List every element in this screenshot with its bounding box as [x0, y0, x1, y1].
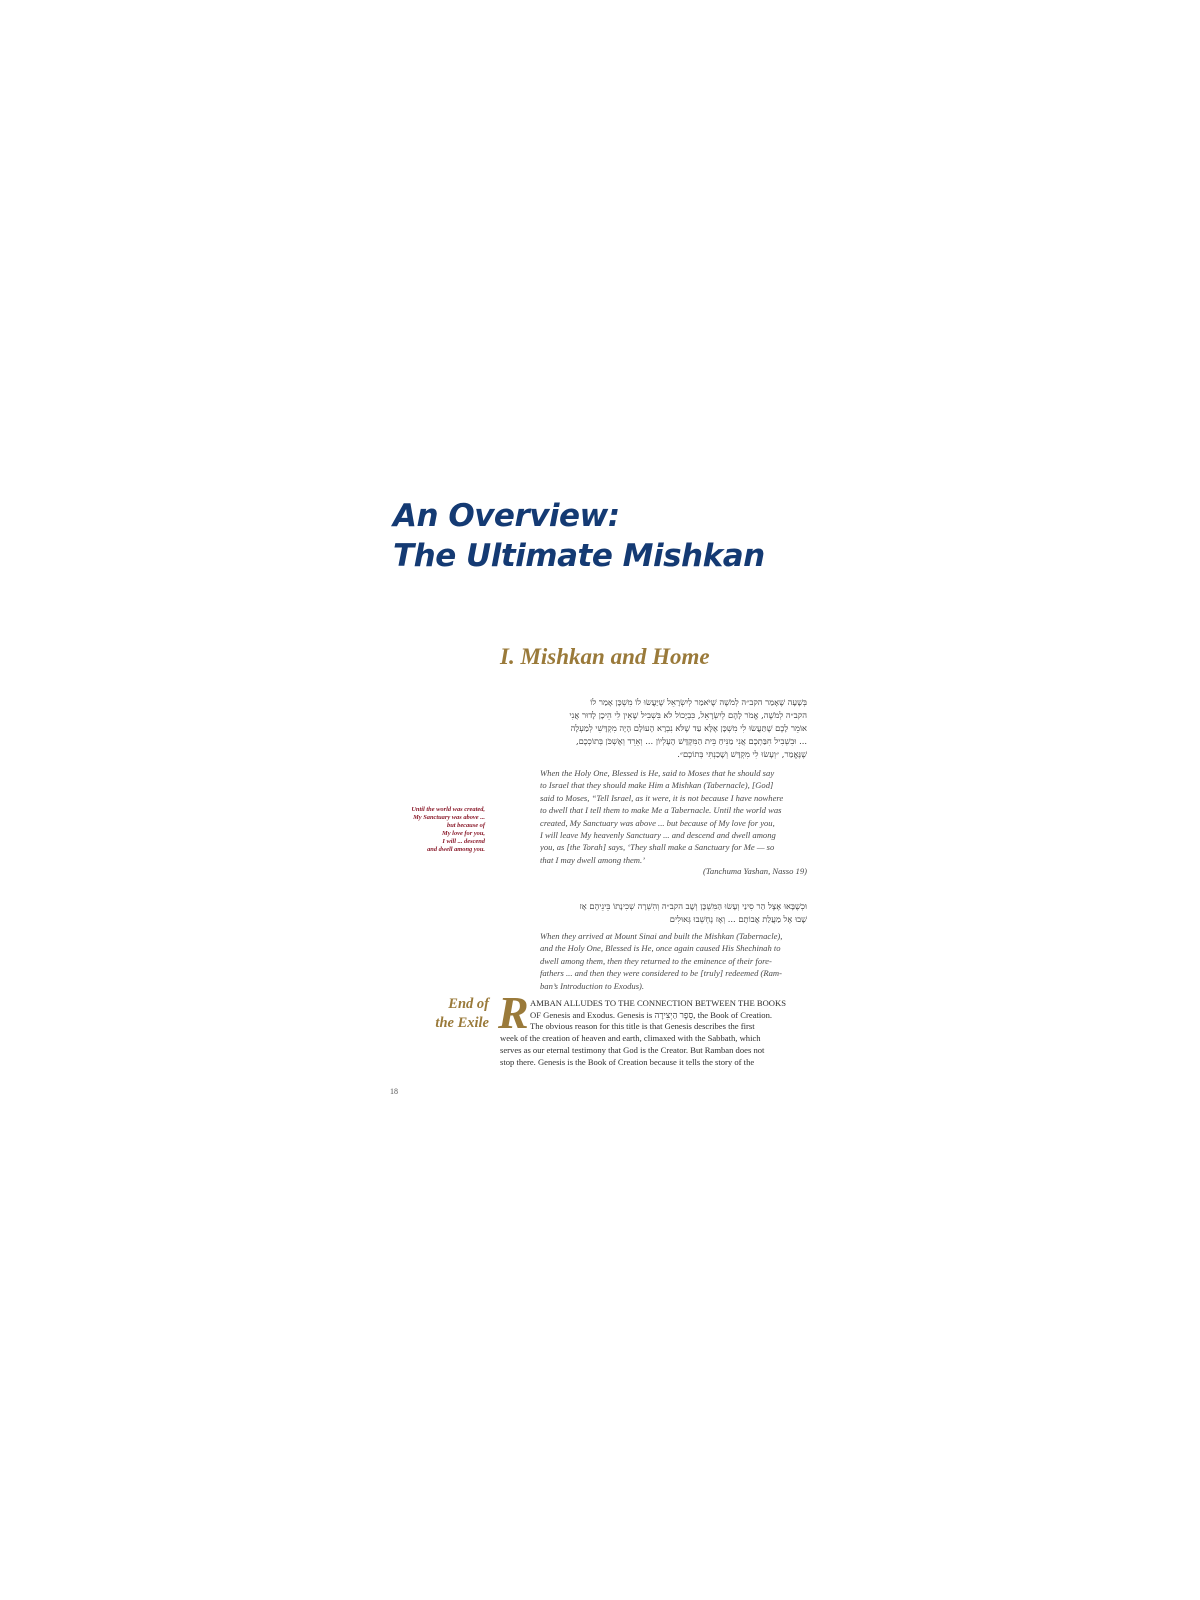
- body-line: serves as our eternal testimony that God is the Creator. But Ramban does not: [500, 1044, 765, 1055]
- translation-line: When the Holy One, Blessed is He, said to Moses that he should say: [540, 768, 775, 778]
- translation-line: created, My Sanctuary was above ... but because of My love for you,: [540, 817, 775, 828]
- body-line: The obvious reason for this title is that Genesis describes the first: [530, 1021, 755, 1032]
- translation-line: to Israel that they should make Him a Mishkan (Tabernacle), [God]: [540, 780, 774, 791]
- side-note-line: My love for you,: [442, 830, 485, 838]
- hebrew-quote-1-line: שֶׁנֶּאֱמַר, ״וְעָשׂוּ לִי מִקְדָּשׁ וְשָׁכַנְתִּי בְּתוֹכָם״.: [677, 749, 807, 759]
- body-line: week of the creation of heaven and earth, climaxed with the Sabbath, which: [500, 1033, 761, 1044]
- page-number: 18: [390, 1087, 398, 1096]
- hebrew-quote-2-line: וּכְשֶׁבָּאוּ אֶצֶל הַר סִינַי וְעָשׂוּ הַמִּשְׁכָּן וְשָׁב הקב״ה וְהִשְׁרָה שְׁכִינָתוֹ בֵּינֵיהֶם אָז: [579, 901, 807, 911]
- section-heading: I. Mishkan and Home: [500, 644, 710, 669]
- translation-line: you, as [the Torah] says, ‘They shall make a Sanctuary for Me — so: [540, 842, 775, 853]
- side-note-line: and dwell among you.: [427, 846, 485, 854]
- translation-line: ban’s Introduction to Exodus).: [540, 980, 645, 991]
- title-line-2: The Ultimate Mishkan: [393, 538, 765, 574]
- margin-heading-line-1: End of: [448, 996, 489, 1012]
- body-paragraph: [500, 998, 807, 1075]
- margin-heading: [412, 995, 489, 1033]
- translation-line: that I may dwell among them.’: [540, 854, 646, 865]
- translation-line: When they arrived at Mount Sinai and built the Mishkan (Tabernacle),: [540, 931, 783, 941]
- translation-quote-2: [540, 930, 807, 992]
- side-note-line: I will ... descend: [442, 838, 485, 846]
- page-title: [393, 496, 813, 576]
- translation-line: dwell among them, then they returned to the eminence of their fore-: [540, 955, 772, 966]
- title-line-1: An Overview:: [393, 498, 620, 534]
- body-line: AMBAN ALLUDES TO THE CONNECTION BETWEEN THE BOOKS: [530, 998, 786, 1008]
- hebrew-quote-1: [540, 696, 807, 761]
- translation-line: and the Holy One, Blessed is He, once again caused His Shechinah to: [540, 943, 781, 954]
- hebrew-quote-2-line: שָׁבוּ אֶל מַעֲלַת אֲבוֹתָם ... וְאָז נֶחְשְׁבוּ גְּאוּלִים: [669, 914, 807, 924]
- side-note-line: Until the world was created,: [411, 806, 485, 813]
- translation-line: fathers ... and then they were considered to be [truly] redeemed (Ram-: [540, 968, 782, 979]
- quote-source: (Tanchuma Yashan, Nasso 19): [703, 866, 807, 876]
- hebrew-quote-1-line: בְּשָׁעָה שֶׁאָמַר הקב״ה לְמֹשֶׁה שֶׁיֹּאמַר לְיִשְׂרָאֵל שֶׁיַּעֲשׂוּ לוֹ מִשְׁכָּן אָמַר לוֹ: [590, 697, 807, 707]
- translation-quote-1: [540, 767, 807, 866]
- hebrew-quote-1-line: הקב״ה לְמֹשֶׁה, אֱמֹר לָהֶם לְיִשְׂרָאֵל, כִּבְיָכוֹל לֹא בִּשְׁבִיל שֶׁאֵין לִי הֵיכָן לָדוּר אֲנִי: [569, 710, 807, 720]
- hebrew-quote-1-line: ... וּבִשְׁבִיל חִבַּתְכֶם אֲנִי מַנִּיחַ בֵּית הַמִּקְדָּשׁ הָעֶלְיוֹן ... וְאֵרֵד וְאֶשְׁכֹּן בְּתוֹכְכֶם,: [575, 736, 807, 746]
- translation-line: I will leave My heavenly Sanctuary ... and descend and dwell among: [540, 830, 776, 841]
- drop-cap: R: [498, 987, 529, 1038]
- side-note: [380, 806, 485, 855]
- side-note-line: My Sanctuary was above ...: [413, 814, 485, 822]
- body-line: OF Genesis and Exodus. Genesis is סֵפֶר הַיְצִירָה, the Book of Creation.: [530, 1009, 773, 1020]
- margin-heading-line-2: the Exile: [435, 1015, 489, 1031]
- side-note-line: but because of: [447, 822, 485, 830]
- hebrew-quote-2: [540, 900, 807, 926]
- translation-line: to dwell that I tell them to make Me a Tabernacle. Until the world was: [540, 805, 782, 816]
- translation-line: said to Moses, “Tell Israel, as it were, it is not because I have nowhere: [540, 792, 784, 803]
- hebrew-quote-1-line: אוֹמֵר לָכֶם שֶׁתַּעֲשׂוּ לִי מִשְׁכָּן אֶלָּא עַד שֶׁלֹּא נִבְרָא הָעוֹלָם הָיָה מִקְדָּשִׁי לְמַעְלָה: [570, 723, 807, 733]
- body-line: stop there. Genesis is the Book of Creation because it tells the story of the: [500, 1056, 755, 1067]
